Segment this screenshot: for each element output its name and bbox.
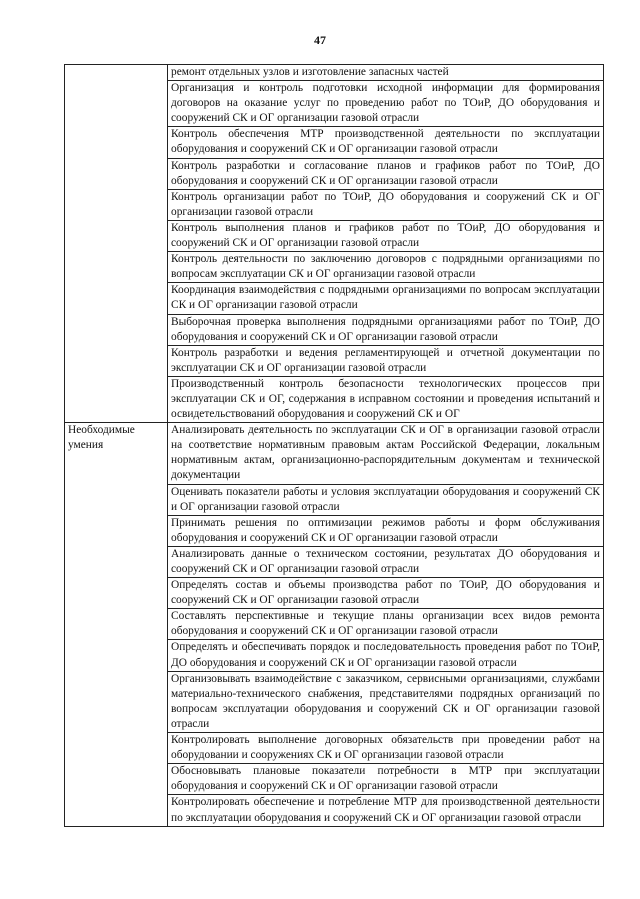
row-text-cell: Организовывать взаимодействие с заказчиком, сервисными организациями, службами материально-технического снабжения, представителями подрядных организаций по вопросам эксплуатации оборудования и сооружений СК и ОГ организации газовой отрасли xyxy=(168,671,604,732)
competency-table xyxy=(64,64,604,827)
row-text-cell: Контроль выполнения планов и графиков работ по ТОиР, ДО оборудования и сооружений СК и ОГ организации газовой отрасли xyxy=(168,220,604,251)
row-text-cell: Определять и обеспечивать порядок и последовательность проведения работ по ТОиР, ДО оборудования и сооружений СК и ОГ организации газовой отрасли xyxy=(168,640,604,671)
table-body xyxy=(65,65,604,827)
table-row xyxy=(65,65,604,81)
row-text-cell: Определять состав и объемы производства работ по ТОиР, ДО оборудования и сооружений СК и ОГ организации газовой отрасли xyxy=(168,578,604,609)
row-text-cell: Анализировать деятельность по эксплуатации СК и ОГ в организации газовой отрасли на соответствие нормативным правовым актам Российской Федерации, локальным нормативным актам, организационно-распорядительным документам и технической документации xyxy=(168,423,604,484)
row-text-cell: Контролировать выполнение договорных обязательств при проведении работ на оборудовании и сооружениях СК и ОГ организации газовой отрасли xyxy=(168,733,604,764)
row-text-cell: Обосновывать плановые показатели потребности в МТР при эксплуатации оборудования и сооружений СК и ОГ организации газовой отрасли xyxy=(168,764,604,795)
row-text-cell: Контроль разработки и согласование планов и графиков работ по ТОиР, ДО оборудования и сооружений СК и ОГ организации газовой отрасли xyxy=(168,158,604,189)
row-text-cell: ремонт отдельных узлов и изготовление запасных частей xyxy=(168,65,604,81)
page-number: 47 xyxy=(314,33,326,47)
row-text-cell: Контролировать обеспечение и потребление МТР для производственной деятельности по эксплуатации оборудования и сооружений СК и ОГ организации газовой отрасли xyxy=(168,795,604,826)
section-label-cell: Необходимые умения xyxy=(65,423,168,826)
row-text-cell: Составлять перспективные и текущие планы организации всех видов ремонта оборудования и сооружений СК и ОГ организации газовой отрасли xyxy=(168,609,604,640)
row-text-cell: Производственный контроль безопасности технологических процессов при эксплуатации СК и ОГ, содержания в исправном состоянии и проведения испытаний и освидетельствований оборудования и сооружений СК и ОГ xyxy=(168,376,604,422)
row-text-cell: Координация взаимодействия с подрядными организациями по вопросам эксплуатации СК и ОГ организации газовой отрасли xyxy=(168,283,604,314)
row-text-cell: Контроль деятельности по заключению договоров с подрядными организациями по вопросам эксплуатации СК и ОГ организации газовой отрасли xyxy=(168,252,604,283)
row-text-cell: Анализировать данные о техническом состоянии, результатах ДО оборудования и сооружений СК и ОГ организации газовой отрасли xyxy=(168,546,604,577)
row-text-cell: Принимать решения по оптимизации режимов работы и форм обслуживания оборудования и сооружений СК и ОГ организации газовой отрасли xyxy=(168,515,604,546)
table-row xyxy=(65,423,604,484)
section-label-cell xyxy=(65,65,168,423)
row-text-cell: Контроль обеспечения МТР производственной деятельности по эксплуатации оборудования и сооружений СК и ОГ организации газовой отрасли xyxy=(168,127,604,158)
row-text-cell: Выборочная проверка выполнения подрядными организациями работ по ТОиР, ДО оборудования и сооружений СК и ОГ организации газовой отрасли xyxy=(168,314,604,345)
row-text-cell: Контроль организации работ по ТОиР, ДО оборудования и сооружений СК и ОГ организации газовой отрасли xyxy=(168,189,604,220)
row-text-cell: Контроль разработки и ведения регламентирующей и отчетной документации по эксплуатации СК и ОГ организации газовой отрасли xyxy=(168,345,604,376)
row-text-cell: Оценивать показатели работы и условия эксплуатации оборудования и сооружений СК и ОГ организации газовой отрасли xyxy=(168,484,604,515)
row-text-cell: Организация и контроль подготовки исходной информации для формирования договоров на оказание услуг по проведению работ по ТОиР, ДО оборудования и сооружений СК и ОГ организации газовой отрасли xyxy=(168,81,604,127)
